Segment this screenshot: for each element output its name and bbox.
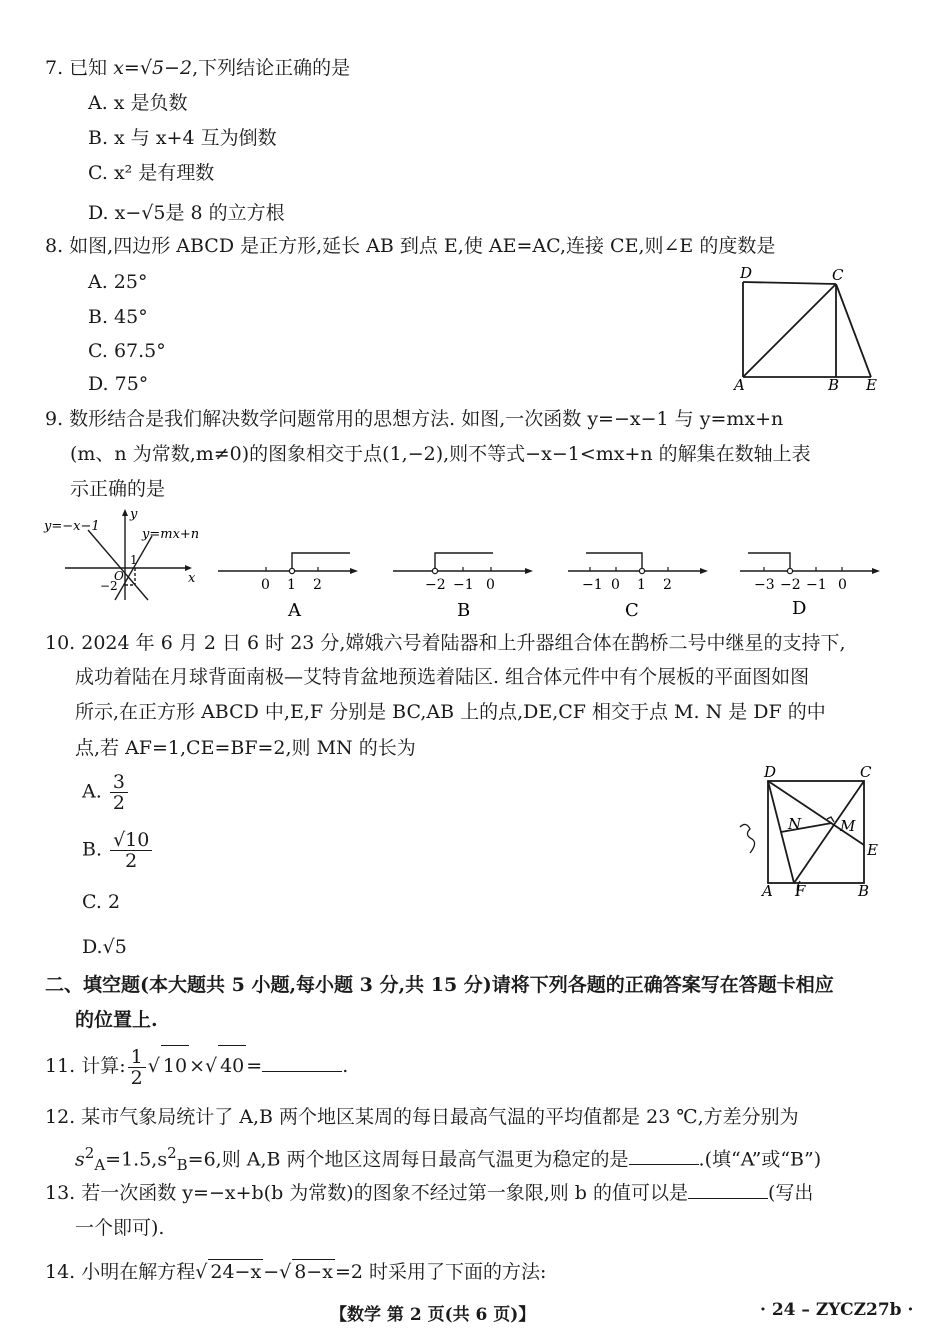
q8-label-a: A xyxy=(734,376,745,394)
q9-numberline-b[interactable] xyxy=(393,548,538,626)
q10-label-a: A xyxy=(762,882,773,900)
q8-side-dc xyxy=(743,282,836,284)
q8-line-ce xyxy=(836,284,871,377)
q9-numberline-d[interactable] xyxy=(740,548,885,626)
q8-label-e: E xyxy=(866,376,877,394)
q9-b-tick-2: 0 xyxy=(486,577,495,593)
q9-d-tick-3: 0 xyxy=(838,577,847,593)
q10-pen-mark xyxy=(740,824,755,853)
q12-answer-blank[interactable] xyxy=(629,1146,699,1165)
q13-answer-blank[interactable] xyxy=(688,1180,768,1199)
q9-c-letter: C xyxy=(625,600,639,621)
q10-line3: 所示,在正方形 ABCD 中,E,F 分别是 BC,AB 上的点,DE,CF 相交于点 M. N 是 DF 的中 xyxy=(75,701,826,723)
section2-heading: 二、填空题(本大题共 5 小题,每小题 3 分,共 15 分)请将下列各题的正确答案写在答题卡相应 xyxy=(45,974,834,996)
q9-d-letter: D xyxy=(792,598,807,619)
q7-option-b: B. x 与 x+4 互为倒数 xyxy=(88,127,277,149)
q11-answer-blank[interactable] xyxy=(262,1053,342,1072)
q8-option-a: A. 25° xyxy=(88,271,148,293)
q9-a-tick-0: 0 xyxy=(261,577,270,593)
q7-option-c: C. x² 是有理数 xyxy=(88,162,215,184)
q9-line2: (m、n 为常数,m≠0)的图象相交于点(1,−2),则不等式−x−1<mx+n 的解集在数轴上表 xyxy=(70,443,811,465)
q9-label-x: x xyxy=(188,571,196,586)
q9-c-tick-2: 1 xyxy=(637,577,646,593)
q10-label-f: F xyxy=(795,882,806,900)
q8-option-b: B. 45° xyxy=(88,306,148,328)
q13-line2: 一个即可). xyxy=(75,1217,165,1239)
q9-c-tick-0: −1 xyxy=(582,577,603,593)
q10-line2: 成功着陆在月球背面南极—艾特肯盆地预选着陆区. 组合体元件中有个展板的平面图如图 xyxy=(75,666,810,688)
q10-line1: 10. 2024 年 6 月 2 日 6 时 23 分,嫦娥六号着陆器和上升器组合体在鹊桥二号中继星的支持下, xyxy=(45,632,846,654)
q9-d-tick-0: −3 xyxy=(754,577,775,593)
q10-option-a: A. $\frac{3}{2}$ xyxy=(82,772,130,813)
q12-line2: $s^2_A=1.5,s^2_B=6$,则 A,B 两个地区这周每日最高气温更为稳定的是 .(填“A”或“B”) xyxy=(75,1144,822,1175)
q10-label-e: E xyxy=(867,841,878,859)
q9-label-o: O xyxy=(114,569,124,583)
q9-b-tick-1: −1 xyxy=(453,577,474,593)
q8-diag-ac xyxy=(743,284,836,377)
q9-numberline-a[interactable] xyxy=(218,548,363,626)
q7-option-d: D. x−√5是 8 的立方根 xyxy=(88,202,285,224)
q9-a-tick-1: 1 xyxy=(287,577,296,593)
q9-label-neg2: −2 xyxy=(100,579,118,593)
q10-line4: 点,若 AF=1,CE=BF=2,则 MN 的长为 xyxy=(75,737,416,759)
q9-graph xyxy=(40,508,215,608)
q9-label-f1: y=−x−1 xyxy=(44,519,100,534)
q10-label-d: D xyxy=(764,765,777,781)
q10-label-m: M xyxy=(840,817,856,835)
q9-c-tick-3: 2 xyxy=(663,577,672,593)
q7-option-a: A. x 是负数 xyxy=(88,92,188,114)
q12-line1: 12. 某市气象局统计了 A,B 两个地区某周的每日最高气温的平均值都是 23 ℃,方差分别为 xyxy=(45,1106,799,1128)
q8-label-c: C xyxy=(832,266,844,284)
q9-d-tick-1: −2 xyxy=(780,577,801,593)
q9-d-tick-2: −1 xyxy=(806,577,827,593)
q9-numberline-c[interactable] xyxy=(568,548,713,626)
q9-line3: 示正确的是 xyxy=(70,478,166,500)
page-code: · 24 – ZYCZ27b · xyxy=(760,1300,914,1320)
q9-label-f2: y=mx+n xyxy=(142,527,200,542)
q9-c-tick-1: 0 xyxy=(611,577,620,593)
q9-a-tick-2: 2 xyxy=(313,577,322,593)
q13-line1: 13. 若一次函数 y=−x+b(b 为常数)的图象不经过第一象限,则 b 的值可以是 (写出 xyxy=(45,1182,814,1204)
q14: 14. 小明在解方程√ 24−x −√ 8−x =2 时采用了下面的方法: xyxy=(45,1261,547,1283)
q10-label-c: C xyxy=(860,765,872,781)
q9-a-letter: A xyxy=(288,600,301,621)
q9-line-f1 xyxy=(88,530,148,600)
q10-b-fraction: $\frac{√10}{2}$ xyxy=(110,830,152,871)
q10-option-b: B. $\frac{√10}{2}$ xyxy=(82,830,154,871)
q10-option-d: D.√5 xyxy=(82,936,127,958)
q9-label-one: 1 xyxy=(130,553,138,567)
q8-option-d: D. 75° xyxy=(88,373,149,395)
q10-figure xyxy=(730,765,890,900)
q11: 11. 计算: $\frac{1}{2}$ √ 10 ×√ 40 = . xyxy=(45,1045,349,1089)
q9-line1: 9. 数形结合是我们解决数学问题常用的思想方法. 如图,一次函数 y=−x−1 与 y=mx+n xyxy=(45,408,784,430)
q8-label-d: D xyxy=(740,264,753,282)
q8-figure xyxy=(728,262,888,397)
q10-a-fraction: $\frac{3}{2}$ xyxy=(110,772,128,813)
q8-label-b: B xyxy=(828,376,840,394)
q10-label-b: B xyxy=(858,882,870,900)
q10-option-c: C. 2 xyxy=(82,891,121,913)
q8-option-c: C. 67.5° xyxy=(88,340,166,362)
q9-b-letter: B xyxy=(457,600,471,621)
q8-stem: 8. 如图,四边形 ABCD 是正方形,延长 AB 到点 E,使 AE=AC,连接 CE,则∠E 的度数是 xyxy=(45,235,776,257)
q9-label-y: y xyxy=(130,508,138,522)
page-footer: 【数学 第 2 页(共 6 页)】 xyxy=(330,1305,536,1325)
q10-label-n: N xyxy=(788,815,802,833)
q9-b-tick-0: −2 xyxy=(425,577,446,593)
q7-stem: 7. 已知 x=√5−2,下列结论正确的是 xyxy=(45,57,351,79)
q11-fraction: $\frac{1}{2}$ xyxy=(128,1047,146,1088)
section2-heading-line2: 的位置上. xyxy=(75,1009,158,1031)
